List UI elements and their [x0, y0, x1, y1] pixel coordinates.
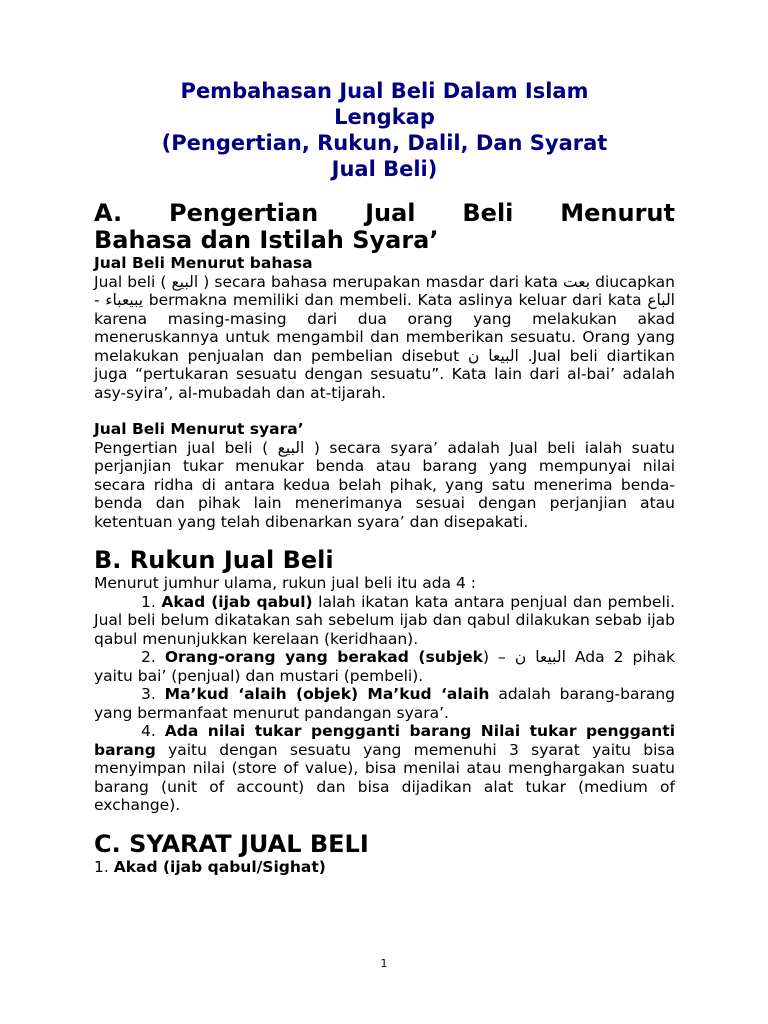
subheading-syara: Jual Beli Menurut syara’ [94, 420, 304, 438]
title-line: (Pengertian, Rukun, Dalil, Dan Syarat [161, 131, 608, 155]
paragraph-syara: Pengertian jual beli ( البيع ) secara syara’ adalah Jual beli ialah suatu perjanjian tukar menukar benda atau barang yang mempunyai nilai secara ridha di antara kedua belah pihak, yang satu menerima benda-benda dan pihak lain menerimanya sesuai dengan perjanjian atau ketentuan yang telah dibenarkan syara’ dan disepakati. [94, 438, 675, 531]
rukun-item: 4. Ada nilai tukar pengganti barang Nilai tukar pengganti barang yaitu dengan sesuatu yang memenuhi 3 syarat yaitu bisa menyimpan nilai (store of value), bisa menilai atau menghargakan suatu barang (unit of account) dan bisa dijadikan alat tukar (medium of exchange). [94, 722, 676, 814]
rukun-item: 1. Akad (ijab qabul) lalah ikatan kata antara penjual dan pembeli. Jual beli belum dikatakan sah sebelum ijab dan qabul dilakukan sebab ijab qabul menunjukkan kerelaan (keridhaan). [94, 592, 676, 648]
page-content [94, 78, 675, 876]
title-line: Lengkap [334, 105, 435, 129]
heading-line: Bahasa dan Istilah Syara’ [94, 226, 439, 254]
rukun-item: 2. Orang-orang yang berakad (subjek) – البيعا ن Ada 2 pihak yaitu bai’ (penjual) dan mustari (pembeli). [94, 648, 675, 685]
title-line: Jual Beli) [331, 157, 438, 181]
rukun-intro: Menurut jumhur ulama, rukun jual beli itu ada 4 : [94, 574, 476, 592]
page-number: 1 [380, 957, 388, 970]
subheading-bahasa: Jual Beli Menurut bahasa [94, 254, 313, 272]
section-b-heading: B. Rukun Jual Beli [94, 546, 334, 574]
rukun-item: 3. Ma’kud ‘alaih (objek) Ma’kud ‘alaih adalah barang-barang yang bermanfaat menurut pandangan syara’. [94, 685, 675, 722]
paragraph-bahasa: Jual beli ( البيع ) secara bahasa merupakan masdar dari kata بعت diucapkan - يبيعباء bermakna memiliki dan membeli. Kata aslinya keluar dari kata الباع karena masing-masing dari dua orang yang melakukan akad meneruskannya untuk mengambil dan memberikan sesuatu. Orang yang melakukan penjualan dan pembelian disebut البيعا ن .Jual beli diartikan juga “pertukaran sesuatu dengan sesuatu”. Kata lain dari al-bai’ adalah asy-syira’, al-mubadah dan at-tijarah. [94, 272, 676, 402]
syarat-item: 1. Akad (ijab qabul/Sighat) [94, 857, 326, 876]
heading-line: A. Pengertian Jual Beli Menurut [94, 199, 675, 227]
title-line: Pembahasan Jual Beli Dalam Islam [180, 79, 589, 103]
section-c-heading: C. SYARAT JUAL BELI [94, 829, 369, 858]
document-title [94, 78, 675, 182]
section-a-heading [94, 200, 675, 254]
